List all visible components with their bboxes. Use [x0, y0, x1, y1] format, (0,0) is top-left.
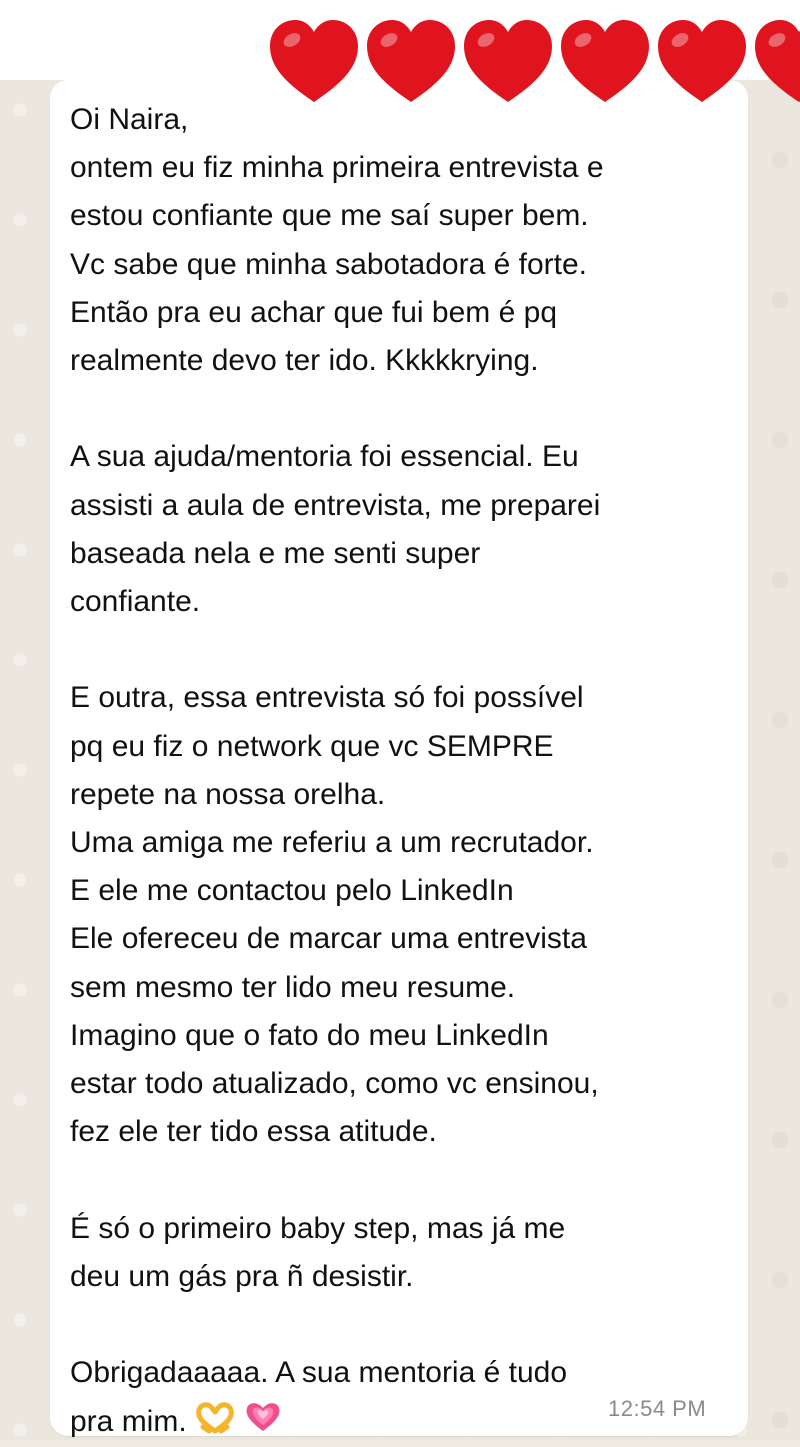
- red-heart-icon: [654, 16, 750, 108]
- message-line: sem mesmo ter lido meu resume.: [70, 970, 516, 1004]
- red-heart-icon: [557, 16, 653, 108]
- message-line: estou confiante que me saí super bem.: [70, 199, 589, 233]
- message-line: pq eu fiz o network que vc SEMPRE: [70, 729, 554, 763]
- message-line: Vc sabe que minha sabotadora é forte.: [70, 247, 588, 281]
- red-heart-icon: [266, 16, 362, 108]
- message-line: [70, 1156, 740, 1204]
- message-line: Uma amiga me referiu a um recrutador.: [70, 826, 594, 860]
- message-line: ontem eu fiz minha primeira entrevista e: [70, 151, 604, 185]
- message-line: assisti a aula de entrevista, me preparei: [70, 488, 601, 522]
- message-line: fez ele ter tido essa atitude.: [70, 1115, 437, 1149]
- message-line: [70, 626, 740, 674]
- red-heart-icon: [460, 16, 556, 108]
- message-line: Então pra eu achar que fui bem é pq: [70, 295, 558, 329]
- message-line: Obrigadaaaaa. A sua mentoria é tudo: [70, 1356, 568, 1390]
- message-last-line-text: pra mim.: [70, 1405, 196, 1439]
- red-heart-icon: [751, 16, 800, 108]
- growing-heart-emoji: [243, 1397, 283, 1435]
- message-line: realmente devo ter ido. Kkkkkrying.: [70, 344, 539, 378]
- message-line: estar todo atualizado, como vc ensinou,: [70, 1067, 599, 1101]
- red-heart-icon: [363, 16, 459, 108]
- message-line: deu um gás pra ñ desistir.: [70, 1259, 414, 1293]
- message-line: confiante.: [70, 585, 201, 619]
- message-text: [70, 96, 740, 1447]
- message-line: repete na nossa orelha.: [70, 777, 386, 811]
- message-line: [70, 1301, 740, 1349]
- message-line: Oi Naira,: [70, 103, 189, 136]
- message-line: A sua ajuda/mentoria foi essencial. Eu: [70, 440, 579, 474]
- message-line: É só o primeiro baby step, mas já me: [70, 1211, 566, 1245]
- heart-hands-emoji: [195, 1401, 235, 1435]
- message-timestamp: 12:54 PM: [608, 1396, 707, 1421]
- message-line: E outra, essa entrevista só foi possível: [70, 681, 584, 715]
- message-line: Ele ofereceu de marcar uma entrevista: [70, 922, 587, 956]
- message-line: Imagino que o fato do meu LinkedIn: [70, 1018, 549, 1052]
- heart-reactions: [266, 16, 800, 112]
- message-line: baseada nela e me senti super: [70, 536, 481, 570]
- message-line: [70, 385, 740, 433]
- message-line: E ele me contactou pelo LinkedIn: [70, 874, 514, 908]
